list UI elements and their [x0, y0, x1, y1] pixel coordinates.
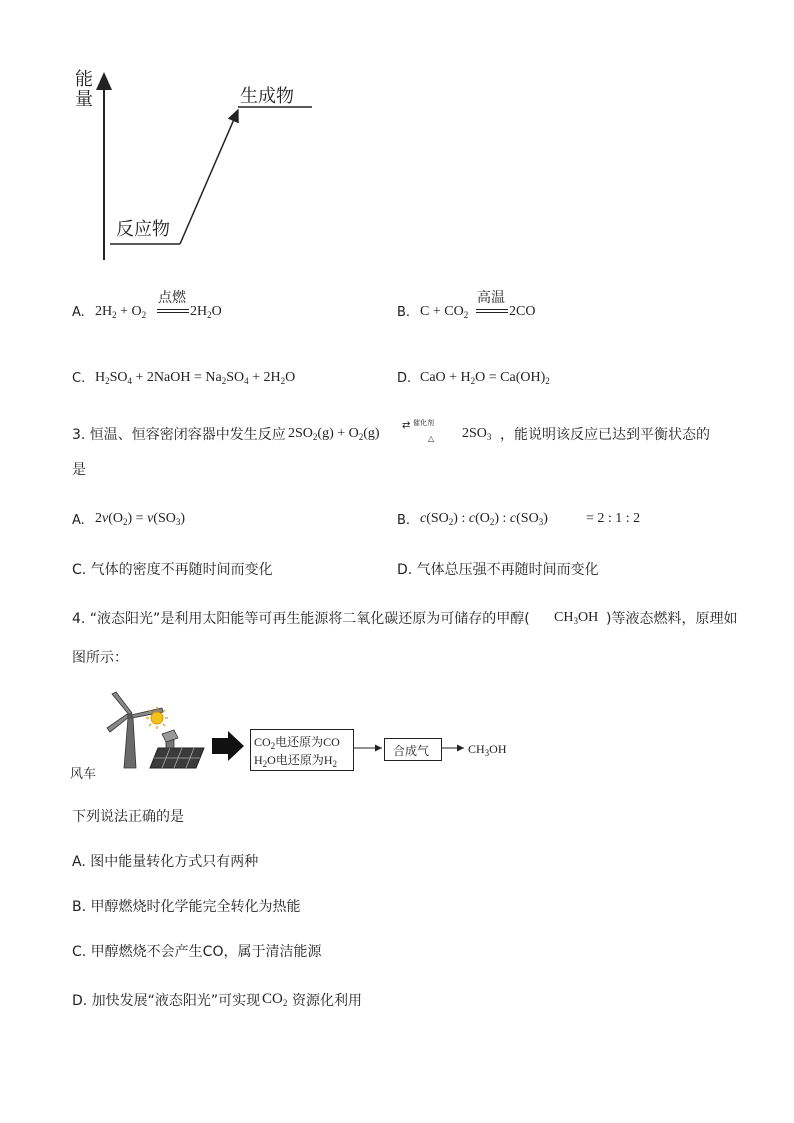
eq-line — [476, 309, 508, 310]
q3-equation-right: $2SO_3$ — [462, 426, 492, 442]
eq-line — [157, 309, 189, 310]
methanol-product: $CH_3OH$ — [468, 742, 507, 758]
q4-option-d-prefix: D. 加快发展“液态阳光”可实现 — [72, 993, 261, 1009]
equation: CaO + $H_2O = Ca(OH)_2$ — [420, 370, 550, 386]
option-letter: D. — [397, 371, 412, 386]
q4-option-d-suffix: 资源化利用 — [292, 993, 362, 1009]
reaction-condition: 高温 — [477, 290, 505, 306]
q3-option-a-letter: A. — [72, 513, 85, 528]
q4-stem-line2: 图所示： — [72, 650, 128, 666]
q3-stem-line2: 是 — [72, 462, 86, 478]
eq-line — [476, 312, 508, 313]
windmill-label: 风车 — [70, 766, 97, 781]
energy-axis-label: 能量 — [75, 69, 93, 110]
input-arrow-icon — [212, 731, 244, 761]
q4-stem-prefix: 4. “液态阳光”是利用太阳能等可再生能源将二氧化碳还原为可储存的甲醇( — [72, 611, 530, 627]
q4-stem-suffix: )等液态燃料，原理如 — [606, 611, 738, 627]
equation-left: $2H_2 + O_2$ — [95, 304, 147, 320]
reactant-label: 反应物 — [116, 219, 170, 240]
q4-option-b: B. 甲醇燃烧时化学能完全转化为热能 — [72, 899, 301, 915]
reversible-arrow-icon: ⇄ — [402, 420, 411, 431]
q4-option-a: A. 图中能量转化方式只有两种 — [72, 854, 259, 870]
option-letter: C. — [72, 371, 86, 386]
equation-right: 2CO — [509, 304, 536, 319]
q3-option-d: D. 气体总压强不再随时间而变化 — [397, 562, 599, 578]
equation-left: $C + CO_2$ — [420, 304, 469, 320]
energy-diagram-svg — [60, 60, 340, 270]
q3-option-c: C. 气体的密度不再随时间而变化 — [72, 562, 273, 578]
q3-option-b-expr: $c(SO_2)$ : $c(O_2)$ : $c(SO_3)$ — [420, 511, 548, 527]
option-letter: B. — [397, 305, 411, 320]
equation-right: $2H_2O$ — [190, 304, 222, 320]
equation: $H_2SO_4$ + 2NaOH = $Na_2SO_4 + 2H_2O$ — [95, 370, 296, 386]
box1-line2: $H_2O$电还原为$H_2$ — [254, 753, 338, 769]
q3-catalyst: 催化剂 — [413, 419, 434, 427]
q3-option-b-ratio: = 2 : 1 : 2 — [586, 511, 641, 526]
eq-line — [157, 312, 189, 313]
reaction-condition: 点燃 — [158, 290, 186, 306]
box1-line1: $CO_2$电还原为CO — [254, 735, 340, 751]
q3-stem-suffix: ，能说明该反应已达到平衡状态的 — [500, 427, 710, 443]
electroreduction-box — [250, 729, 354, 771]
q4-question: 下列说法正确的是 — [72, 809, 184, 825]
q3-stem-prefix: 3. 恒温、恒容密闭容器中发生反应 — [72, 427, 286, 443]
syngas-label: 合成气 — [393, 744, 430, 758]
q4-methanol-formula: $CH_3OH$ — [554, 610, 599, 626]
reaction-arrow — [180, 110, 238, 244]
q4-option-c: C. 甲醇燃烧不会产生CO，属于清洁能源 — [72, 944, 322, 960]
q3-equation-left: $2SO_2(g) + O_2(g)$ — [288, 426, 380, 442]
solar-panel-icon — [150, 730, 204, 768]
option-letter: A. — [72, 305, 85, 320]
syngas-box — [384, 738, 442, 761]
q3-option-a-expr: $2v(O_2) = v(SO_3)$ — [95, 511, 186, 527]
product-label: 生成物 — [240, 86, 294, 107]
q4-option-d-co2: $CO_2$ — [262, 991, 288, 1008]
q3-option-b-letter: B. — [397, 513, 411, 528]
q3-heat: △ — [428, 434, 435, 443]
